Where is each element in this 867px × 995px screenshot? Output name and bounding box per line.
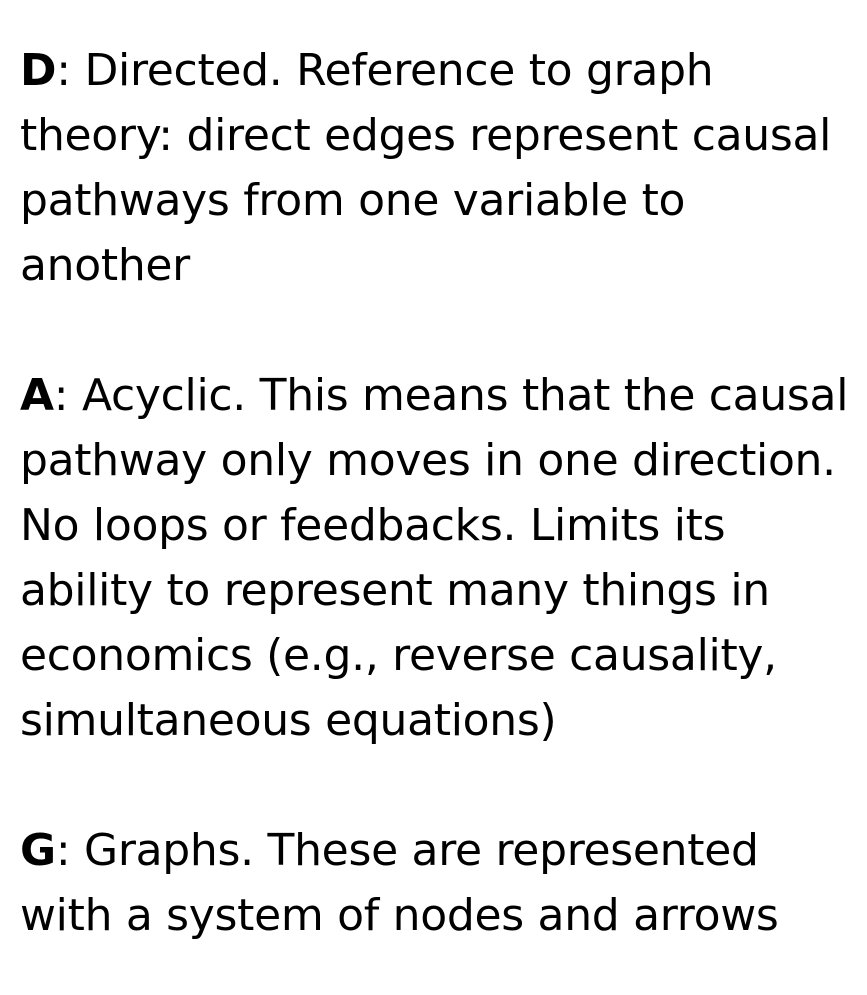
definition-letter: G (20, 825, 56, 876)
definition-word: Graphs. (84, 825, 254, 876)
definition-word: Acyclic. (81, 370, 246, 421)
definition-graphs: G: Graphs. These are represented with a system of nodes and arrows (20, 825, 779, 941)
definition-text: These are represented with a system of nodes and arrows (20, 825, 779, 941)
definition-acyclic: A: Acyclic. This means that the causal pathway only moves in one direction. No loops or feedbacks. Limits its ability to represent many things in economics (e.g., reverse causality, simultaneous equations) (20, 370, 849, 746)
definition-letter: A (20, 370, 54, 421)
definition-text: This means that the causal pathway only moves in one direction. No loops or feedbacks. Limits its ability to represent many things in economics (e.g., reverse causality, simultaneous equations) (20, 370, 849, 746)
definition-letter: D (20, 45, 57, 96)
definition-text: Reference to graph theory: direct edges represent causal pathways from one variable to another (20, 45, 832, 291)
definition-word: Directed. (84, 45, 283, 96)
definition-directed: D: Directed. Reference to graph theory: direct edges represent causal pathways from one variable to another (20, 45, 832, 291)
definitions-list (20, 38, 855, 948)
